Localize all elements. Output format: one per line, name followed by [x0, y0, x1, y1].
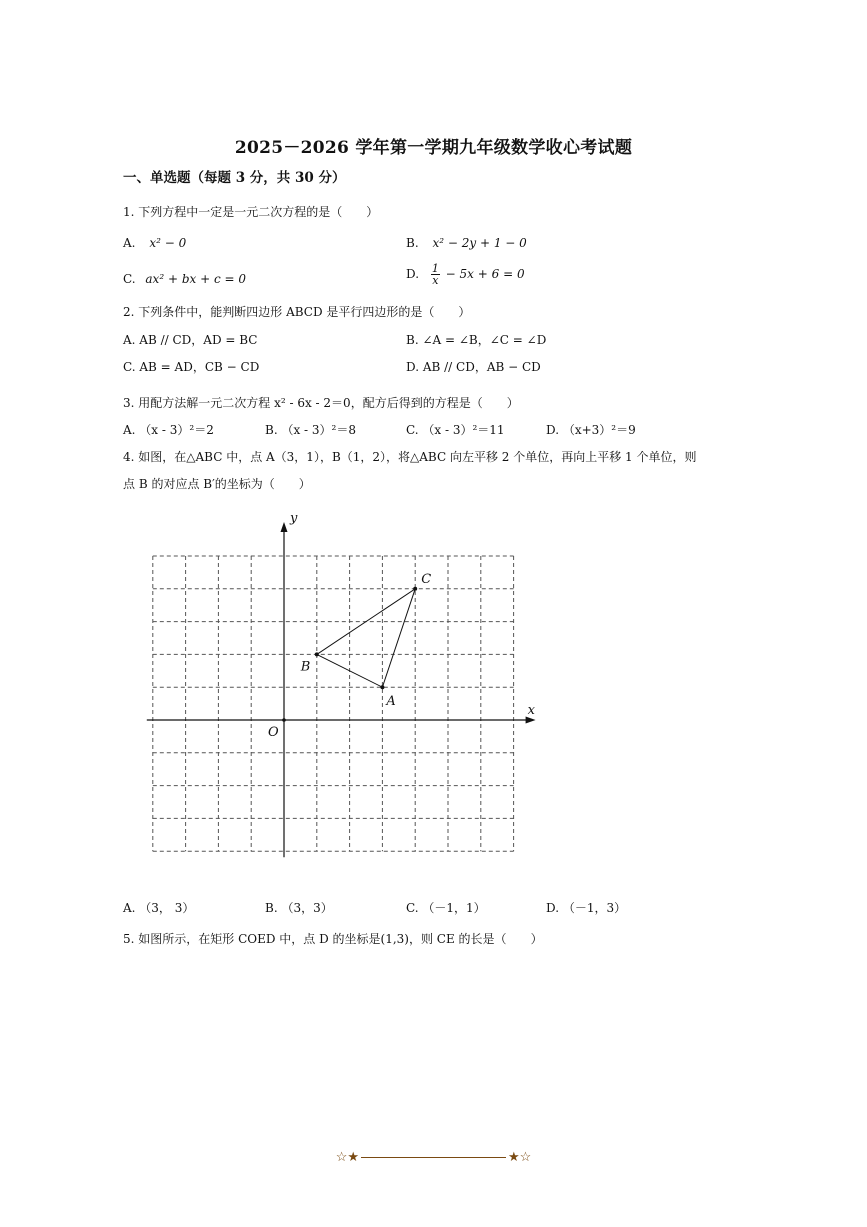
question-2-stem: 2. 下列条件中，能判断四边形 ABCD 是平行四边形的是（ ）	[123, 305, 471, 319]
footer-divider	[361, 1157, 506, 1158]
q1-option-a-label: A.	[123, 236, 136, 250]
point-label-b: B	[300, 659, 311, 675]
q4-option-a: A. （3， 3）	[123, 901, 195, 915]
axes	[147, 511, 536, 857]
fraction-denominator: x	[432, 274, 439, 287]
origin-label: O	[268, 725, 279, 740]
point-c	[413, 587, 417, 591]
fraction-numerator: 1	[431, 262, 439, 275]
q4-option-d: D. （－1，3）	[546, 901, 627, 915]
q1-option-c-expr: ax² + bx + c = 0	[145, 272, 246, 286]
q2-option-c: C. AB = AD，CB − CD	[123, 360, 260, 374]
q2-option-a: A. AB // CD，AD = BC	[123, 333, 258, 347]
triangle-outline	[317, 589, 415, 687]
q3-option-c: C. （x - 3）²＝11	[406, 423, 505, 437]
question-4-stem-line2: 点 B 的对应点 B′的坐标为（ ）	[123, 477, 311, 491]
footer-stars-right: ★☆	[508, 1150, 532, 1165]
q1-option-b-label: B.	[406, 236, 419, 250]
q3-option-a: A. （x - 3）²＝2	[123, 423, 214, 437]
question-5-stem: 5. 如图所示，在矩形 COED 中，点 D 的坐标是(1,3)，则 CE 的长是（ ）	[123, 932, 543, 946]
question-3-stem: 3. 用配方法解一元二次方程 x² - 6x - 2＝0，配方后得到的方程是（ ）	[123, 396, 519, 410]
x-axis-label: x	[527, 703, 535, 718]
page-footer	[0, 1150, 867, 1165]
question-4-stem-line1: 4. 如图，在△ABC 中，点 A（3，1），B（1，2），将△ABC 向左平移 2 个单位，再向上平移 1 个单位，则	[123, 450, 697, 464]
q3-option-b: B. （x - 3）²＝8	[265, 423, 356, 437]
origin-point	[282, 718, 286, 722]
y-axis-arrow-icon	[281, 522, 288, 532]
q1-option-c-label: C.	[123, 272, 136, 286]
point-label-a: A	[386, 694, 396, 710]
y-axis-label: y	[290, 511, 298, 526]
q2-option-b: B. ∠A = ∠B，∠C = ∠D	[406, 333, 547, 347]
footer-stars-left: ☆★	[335, 1150, 359, 1165]
section-heading: 一、单选题（每题 3 分，共 30 分）	[123, 170, 346, 186]
grid-lines	[153, 556, 514, 851]
q1-option-d-label: D.	[406, 267, 420, 281]
exam-title: 2025－2026 学年第一学期九年级数学收心考试题	[234, 138, 633, 158]
point-label-c: C	[421, 571, 432, 587]
q1-option-d-expr: − 5x + 6 = 0	[445, 267, 525, 281]
q4-option-b: B. （3，3）	[265, 901, 333, 915]
triangle-abc	[300, 572, 431, 709]
q2-option-d: D. AB // CD，AB − CD	[406, 360, 541, 374]
point-b	[315, 652, 319, 656]
point-a	[380, 685, 384, 689]
q1-option-b-expr: x² − 2y + 1 − 0	[432, 236, 527, 250]
question-1-stem: 1. 下列方程中一定是一元二次方程的是（ ）	[123, 205, 379, 219]
q1-option-a-expr: x² − 0	[149, 236, 187, 250]
q3-option-d: D. （x+3）²＝9	[546, 423, 636, 437]
q4-option-c: C. （－1，1）	[406, 901, 486, 915]
